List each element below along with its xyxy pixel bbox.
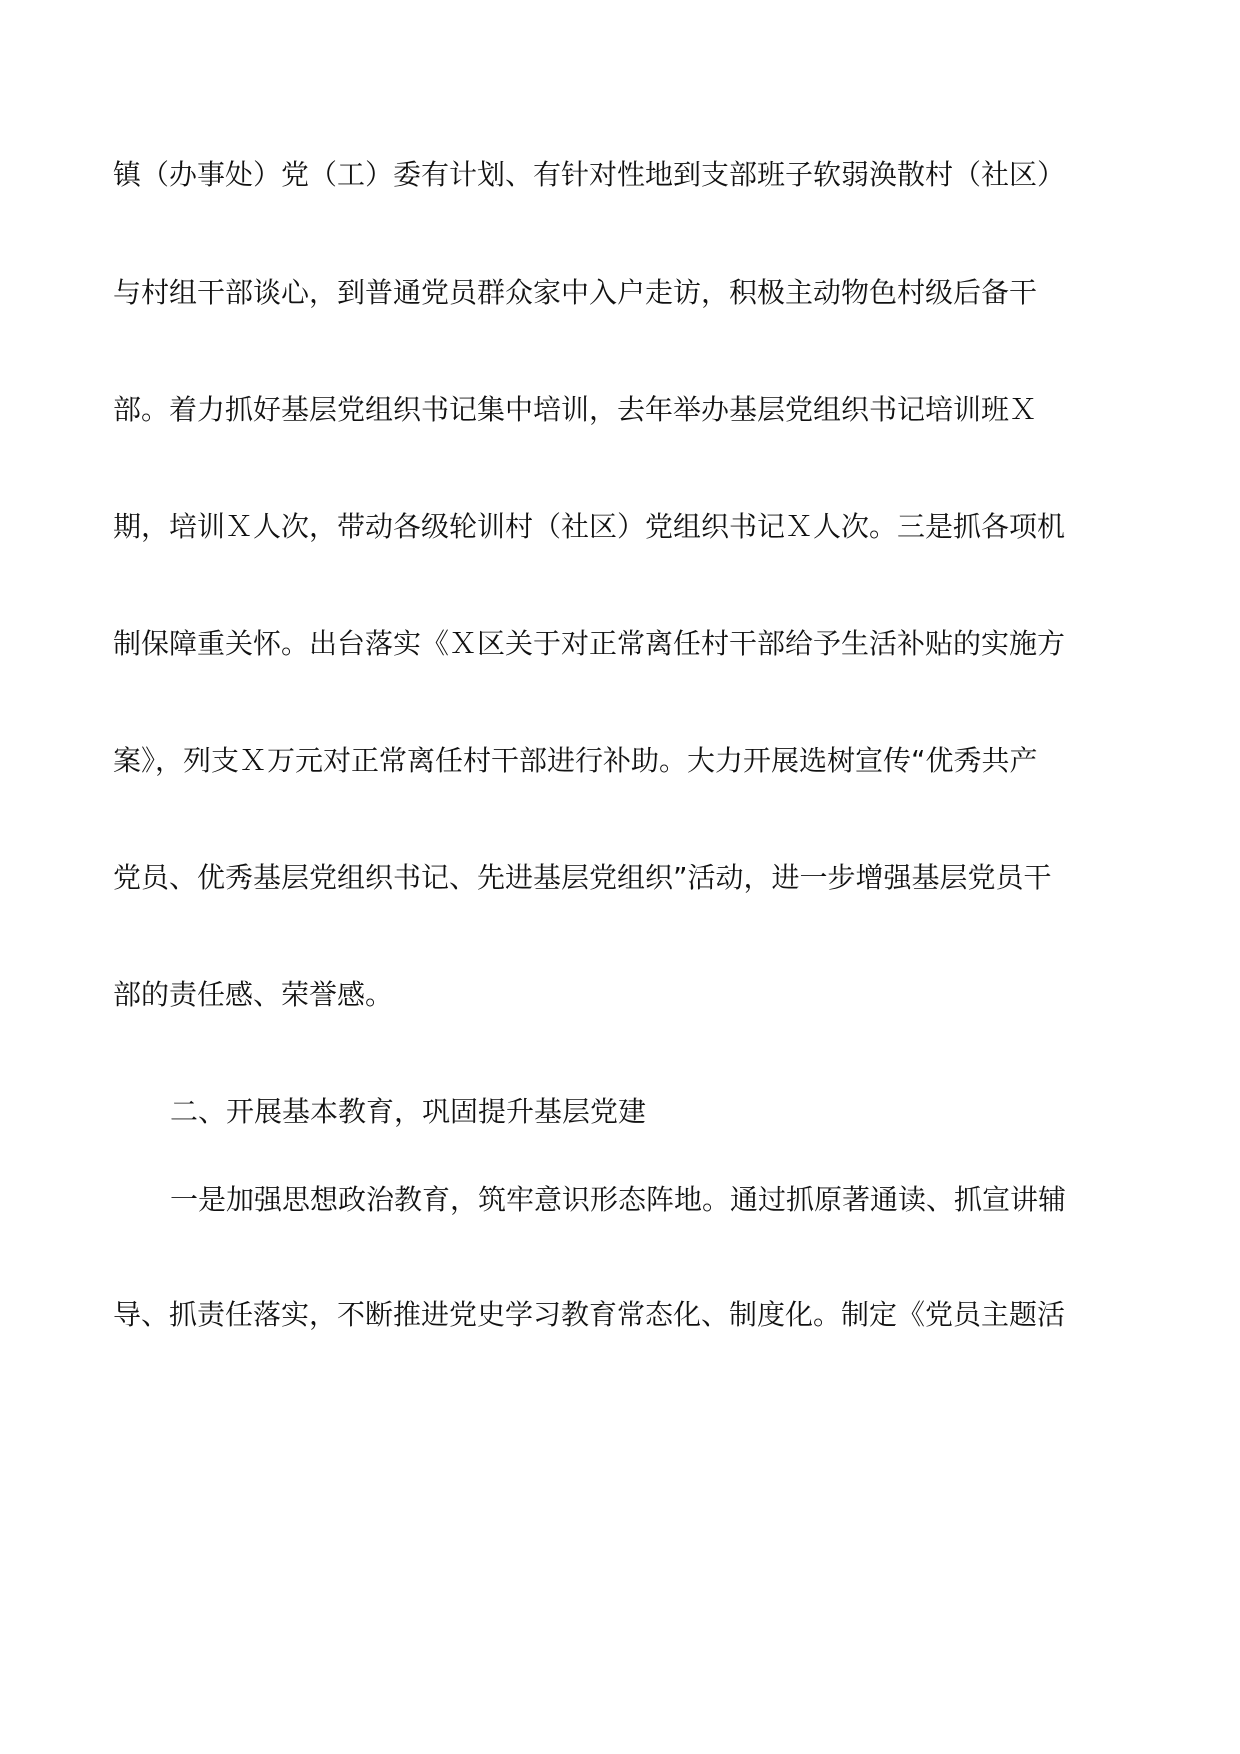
paragraph2-line-1: 一是加强思想政治教育，筑牢意识形态阵地。通过抓原著通读、抓宣讲辅 (170, 1183, 1067, 1216)
paragraph-line-2: 与村组干部谈心，到普通党员群众家中入户走访，积极主动物色村级后备干 (113, 276, 1038, 309)
paragraph-line-1: 镇（办事处）党（工）委有计划、有针对性地到支部班子软弱涣散村（社区） (113, 158, 1066, 191)
paragraph-line-4: 期，培训Ｘ人次，带动各级轮训村（社区）党组织书记Ｘ人次。三是抓各项机 (113, 510, 1066, 543)
paragraph-line-6: 案》，列支Ｘ万元对正常离任村干部进行补助。大力开展选树宣传“优秀共产 (113, 744, 1038, 777)
paragraph2-line-2: 导、抓责任落实，不断推进党史学习教育常态化、制度化。制定《党员主题活 (113, 1298, 1066, 1331)
section-heading: 二、开展基本教育，巩固提升基层党建 (170, 1095, 647, 1128)
paragraph-line-8: 部的责任感、荣誉感。 (113, 978, 394, 1011)
paragraph-line-5: 制保障重关怀。出台落实《Ｘ区关于对正常离任村干部给予生活补贴的实施方 (113, 627, 1066, 660)
paragraph-line-3: 部。着力抓好基层党组织书记集中培训，去年举办基层党组织书记培训班Ｘ (113, 393, 1038, 426)
paragraph-line-7: 党员、优秀基层党组织书记、先进基层党组织”活动，进一步增强基层党员干 (113, 861, 1052, 894)
